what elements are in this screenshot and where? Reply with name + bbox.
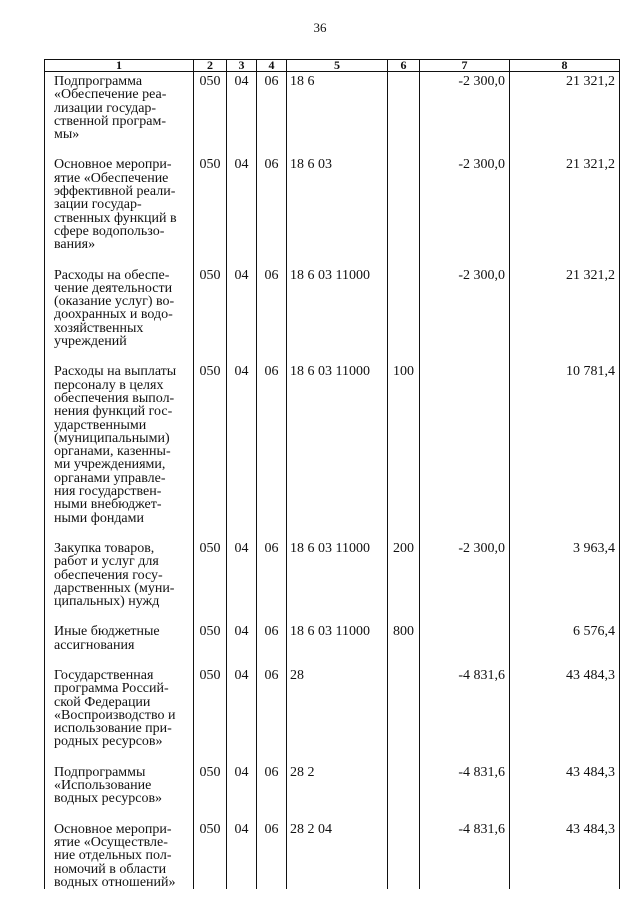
row-name-line: Иные бюджетные	[54, 624, 160, 640]
row-name	[45, 749, 194, 806]
code-3: 04	[227, 348, 257, 525]
row-name-line: программа Россий-	[54, 681, 169, 697]
row-name-line: сфере водопользо-	[54, 223, 165, 239]
row-name-line: Государственная	[54, 667, 154, 683]
row-name-line: ственных функций в	[54, 210, 177, 226]
table-header-row	[45, 60, 620, 72]
table-row	[45, 252, 620, 349]
amount-change: -2 300,0	[420, 72, 510, 142]
row-name-line: хозяйственных	[54, 320, 144, 336]
header-col-7: 7	[420, 60, 510, 72]
row-name-line: чение деятельности	[54, 280, 173, 296]
table-row	[45, 608, 620, 652]
page-number: 36	[313, 20, 327, 35]
row-name-line: ными внебюджет-	[54, 497, 162, 513]
code-3: 04	[227, 252, 257, 349]
row-name-line: эффективной реали-	[54, 184, 176, 200]
row-name	[45, 72, 194, 142]
code-3: 04	[227, 652, 257, 749]
row-name-line: лизации государ-	[54, 100, 157, 116]
row-name-line: (муниципальными)	[54, 430, 170, 446]
row-name-line: нения функций гос-	[54, 404, 173, 420]
amount-change: -2 300,0	[420, 525, 510, 608]
header-col-1: 1	[45, 60, 194, 72]
row-name-line: ными фондами	[54, 510, 145, 526]
code-6	[388, 252, 420, 349]
amount-change	[420, 608, 510, 652]
code-5: 28 2 04	[287, 806, 388, 889]
row-name-line: (оказание услуг) во-	[54, 294, 175, 310]
table-row	[45, 348, 620, 525]
amount-change: -4 831,6	[420, 749, 510, 806]
row-name-line: персоналу в целях	[54, 377, 164, 393]
code-6	[388, 72, 420, 142]
row-name-line: Основное меропри-	[54, 821, 172, 837]
amount-total: 21 321,2	[510, 252, 620, 349]
row-name-line: ми учреждениями,	[54, 457, 166, 473]
code-6: 100	[388, 348, 420, 525]
amount-total: 21 321,2	[510, 141, 620, 251]
code-3: 04	[227, 525, 257, 608]
row-name-line: работ и услуг для	[54, 554, 159, 570]
budget-table	[44, 59, 620, 889]
code-3: 04	[227, 806, 257, 889]
amount-total: 43 484,3	[510, 749, 620, 806]
code-2: 050	[194, 806, 227, 889]
row-name-line: родных ресурсов»	[54, 734, 163, 750]
code-6	[388, 806, 420, 889]
code-5: 18 6 03 11000	[287, 252, 388, 349]
code-2: 050	[194, 525, 227, 608]
code-2: 050	[194, 252, 227, 349]
code-4: 06	[257, 525, 287, 608]
row-name	[45, 141, 194, 251]
table-row	[45, 806, 620, 889]
amount-total: 10 781,4	[510, 348, 620, 525]
row-name	[45, 525, 194, 608]
code-4: 06	[257, 72, 287, 142]
amount-change: -4 831,6	[420, 806, 510, 889]
row-name-line: номочий в области	[54, 861, 167, 877]
code-3: 04	[227, 608, 257, 652]
row-name-line: учреждений	[54, 334, 127, 350]
row-name-line: Подпрограмма	[54, 74, 143, 89]
code-4: 06	[257, 652, 287, 749]
table-row	[45, 652, 620, 749]
header-col-6: 6	[388, 60, 420, 72]
row-name-line: ние отдельных пол-	[54, 848, 172, 864]
code-2: 050	[194, 749, 227, 806]
code-5: 28	[287, 652, 388, 749]
amount-total: 43 484,3	[510, 806, 620, 889]
row-name-line: вания»	[54, 237, 96, 253]
code-2: 050	[194, 72, 227, 142]
header-col-8: 8	[510, 60, 620, 72]
row-name-line: «Воспроизводство и	[54, 707, 176, 723]
row-name-line: обеспечения госу-	[54, 567, 163, 583]
amount-total: 3 963,4	[510, 525, 620, 608]
table-row	[45, 749, 620, 806]
row-name	[45, 652, 194, 749]
code-6	[388, 749, 420, 806]
row-name-line: доохранных и водо-	[54, 307, 173, 323]
code-6: 200	[388, 525, 420, 608]
code-4: 06	[257, 252, 287, 349]
row-name-line: ятие «Осуществле-	[54, 834, 168, 850]
row-name	[45, 806, 194, 889]
row-name	[45, 608, 194, 652]
row-name-line: Основное меропри-	[54, 157, 172, 173]
amount-change	[420, 348, 510, 525]
code-2: 050	[194, 141, 227, 251]
code-5: 18 6	[287, 72, 388, 142]
row-name-line: дарственных (муни-	[54, 580, 175, 596]
amount-change: -2 300,0	[420, 141, 510, 251]
code-6	[388, 141, 420, 251]
code-4: 06	[257, 141, 287, 251]
row-name-line: ударственными	[54, 417, 147, 433]
code-6	[388, 652, 420, 749]
row-name-line: ской Федерации	[54, 694, 151, 710]
code-2: 050	[194, 348, 227, 525]
code-5: 18 6 03 11000	[287, 348, 388, 525]
row-name-line: ассигнования	[54, 637, 135, 653]
table-row	[45, 72, 620, 142]
code-5: 18 6 03 11000	[287, 525, 388, 608]
row-name-line: зации государ-	[54, 197, 142, 213]
row-name-line: ния государствен-	[54, 484, 162, 500]
row-name-line: водных ресурсов»	[54, 791, 163, 807]
code-5: 28 2	[287, 749, 388, 806]
code-4: 06	[257, 806, 287, 889]
row-name	[45, 252, 194, 349]
row-name-line: водных отношений»	[54, 874, 176, 890]
amount-change: -2 300,0	[420, 252, 510, 349]
amount-total: 21 321,2	[510, 72, 620, 142]
table-row	[45, 141, 620, 251]
code-6: 800	[388, 608, 420, 652]
amount-total: 43 484,3	[510, 652, 620, 749]
row-name-line: ятие «Обеспечение	[54, 170, 169, 186]
row-name-line: мы»	[54, 127, 80, 143]
header-col-3: 3	[227, 60, 257, 72]
code-4: 06	[257, 348, 287, 525]
code-4: 06	[257, 749, 287, 806]
amount-total: 6 576,4	[510, 608, 620, 652]
code-3: 04	[227, 141, 257, 251]
row-name-line: использование при-	[54, 721, 172, 737]
header-col-2: 2	[194, 60, 227, 72]
code-5: 18 6 03 11000	[287, 608, 388, 652]
row-name-line: Подпрограммы	[54, 764, 146, 780]
row-name	[45, 348, 194, 525]
code-2: 050	[194, 608, 227, 652]
row-name-line: Расходы на обеспе-	[54, 267, 170, 283]
row-name-line: ственной програм-	[54, 113, 167, 129]
row-name-line: ципальных) нужд	[54, 594, 160, 610]
header-col-4: 4	[257, 60, 287, 72]
amount-change: -4 831,6	[420, 652, 510, 749]
row-name-line: органами управле-	[54, 470, 166, 486]
row-name-line: «Обеспечение реа-	[54, 87, 167, 103]
code-3: 04	[227, 749, 257, 806]
row-name-line: органами, казенны-	[54, 444, 171, 460]
code-2: 050	[194, 652, 227, 749]
code-4: 06	[257, 608, 287, 652]
row-name-line: обеспечения выпол-	[54, 390, 175, 406]
row-name-line: «Использование	[54, 778, 152, 794]
row-name-line: Закупка товаров,	[54, 540, 155, 556]
table-row	[45, 525, 620, 608]
code-5: 18 6 03	[287, 141, 388, 251]
code-3: 04	[227, 72, 257, 142]
row-name-line: Расходы на выплаты	[54, 364, 177, 380]
header-col-5: 5	[287, 60, 388, 72]
